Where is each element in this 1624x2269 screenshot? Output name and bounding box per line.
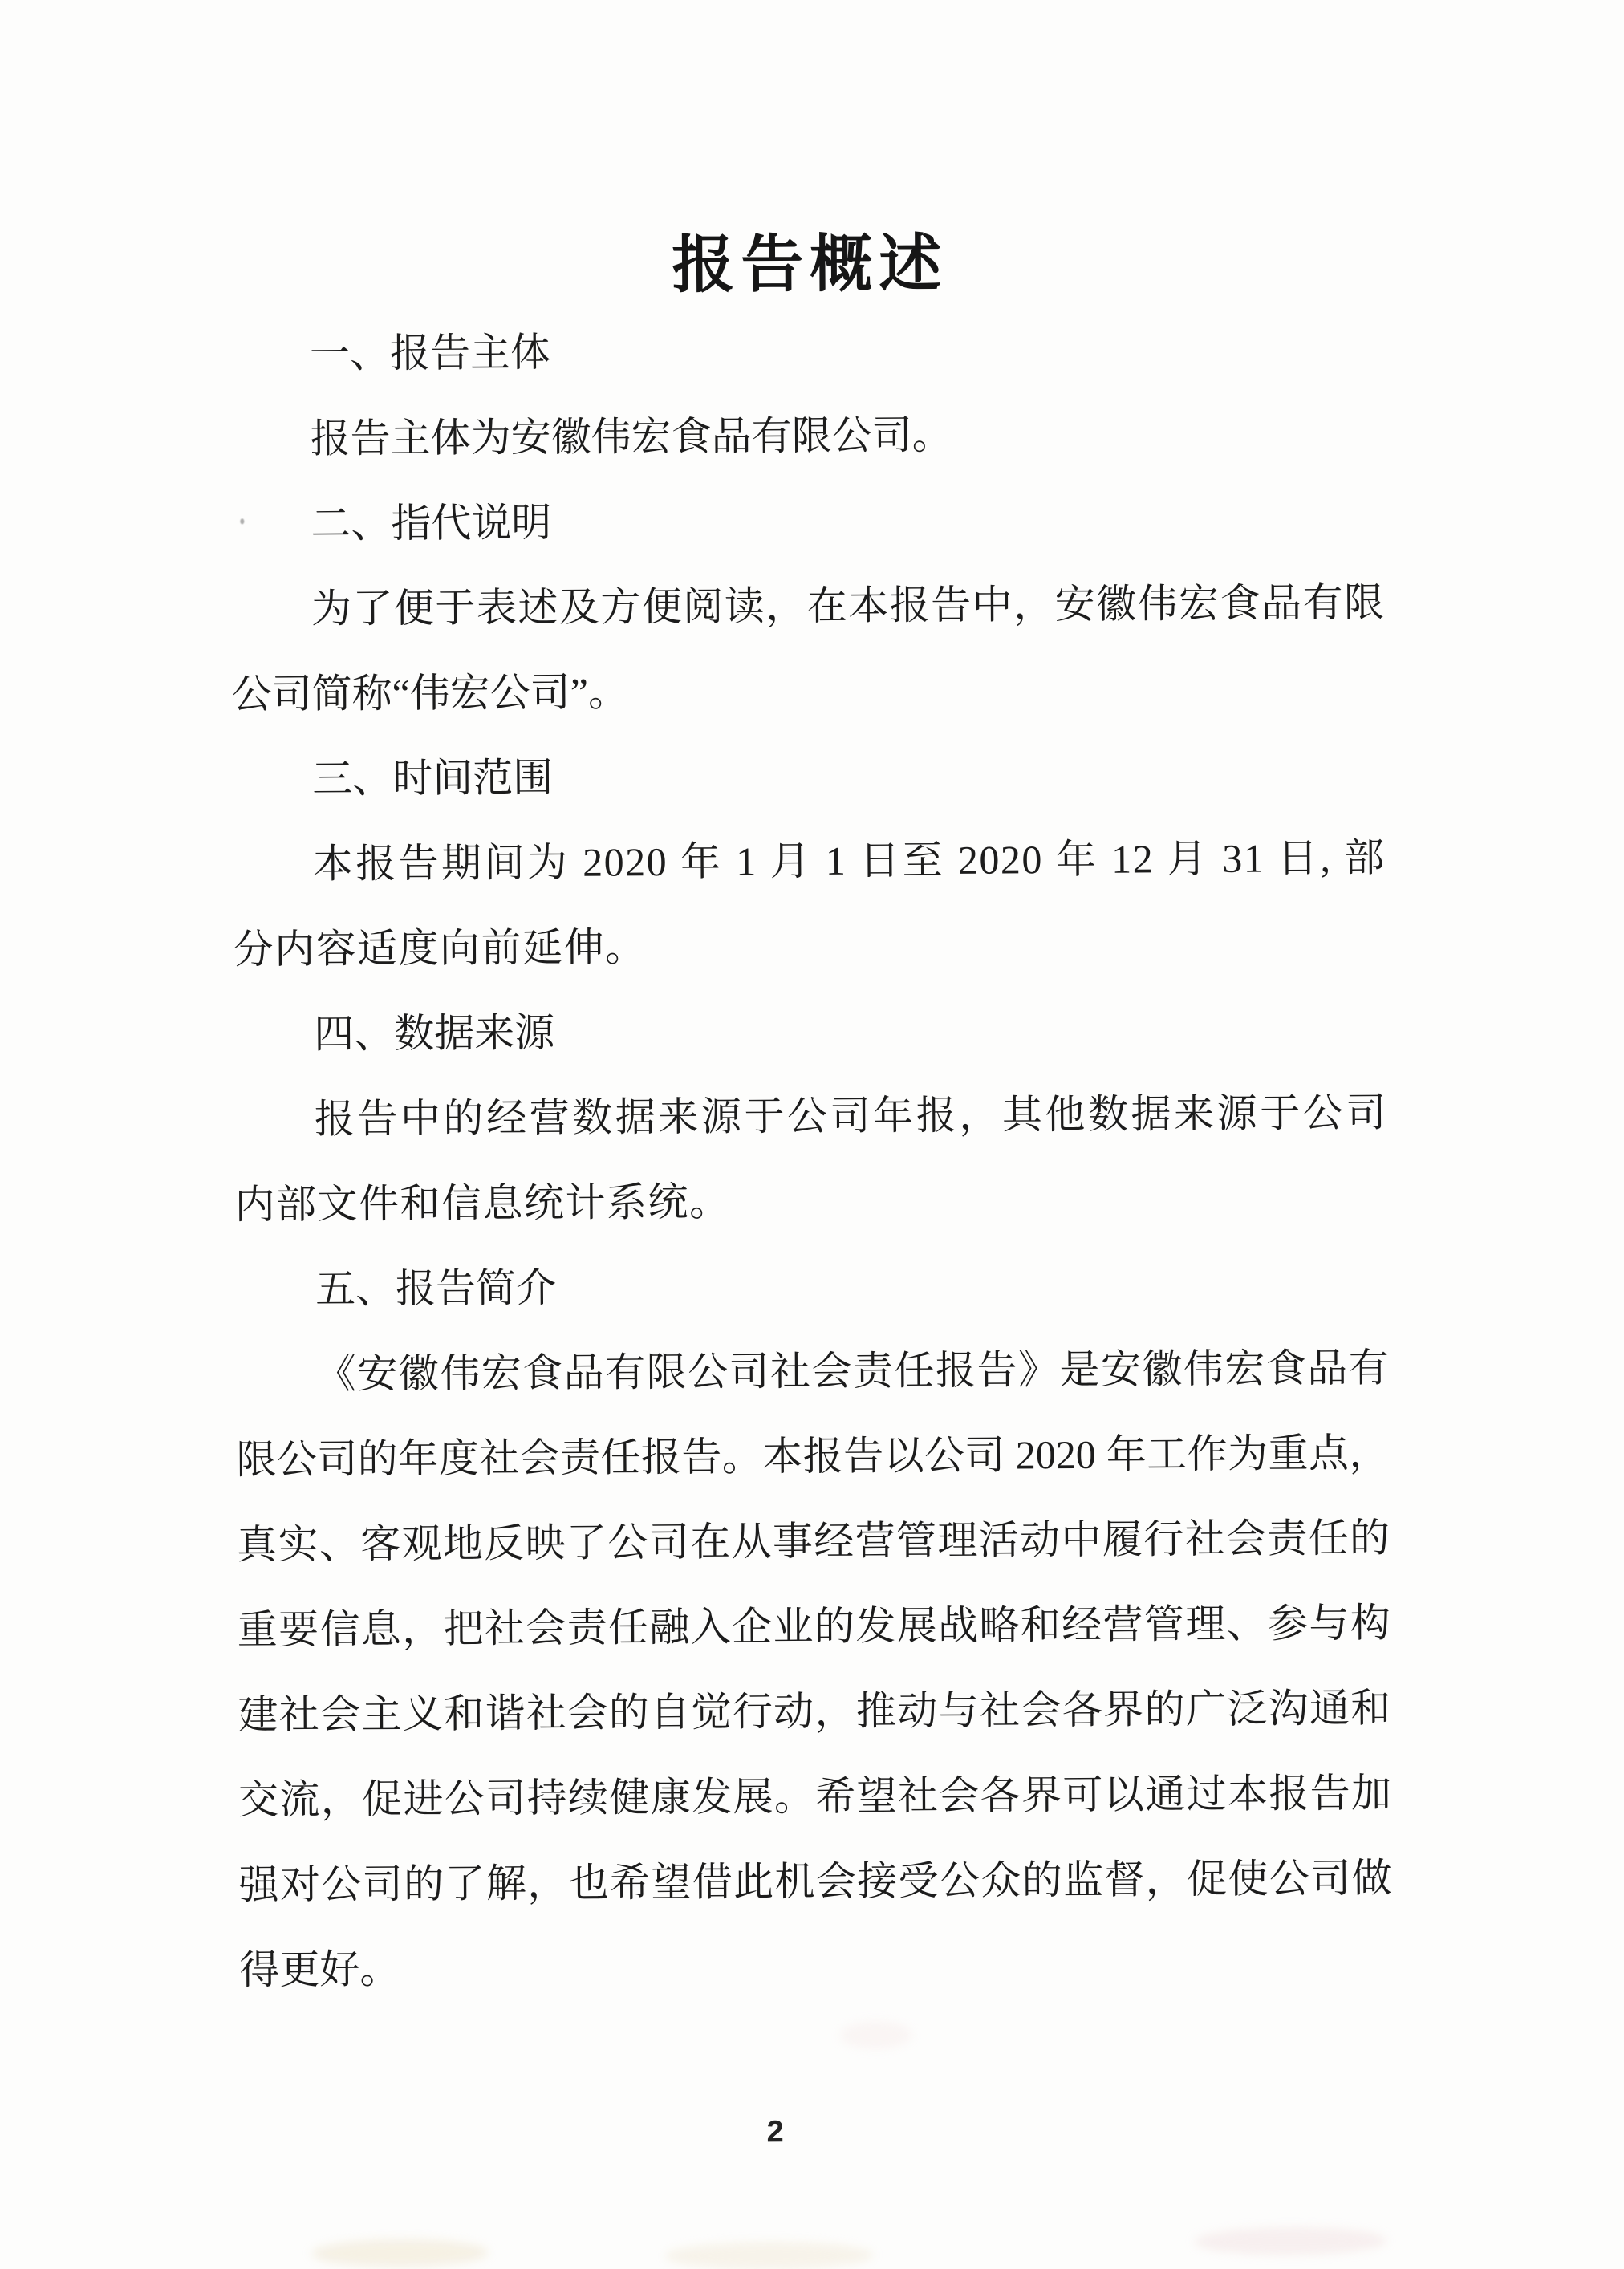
section-report-intro (235, 1240, 1393, 2013)
section-reference-note (230, 475, 1385, 737)
section-time-range (232, 730, 1386, 992)
section-heading: 五、报告简介 (315, 1264, 557, 1312)
section-report-subject (229, 305, 1383, 482)
section-heading: 四、数据来源 (314, 1009, 555, 1057)
section-paragraph: 为了便于表述及方便阅读，在本报告中，安徽伟宏食品有限公司简称“伟宏公司”。 (231, 579, 1385, 717)
page-title: 报告概述 (672, 228, 948, 301)
scan-smudge-artifact (1194, 2227, 1386, 2255)
section-heading: 二、指代说明 (311, 499, 552, 546)
scan-smudge-artifact (664, 2242, 873, 2269)
section-paragraph: 本报告期间为 2020 年 1 月 1 日至 2020 年 12 月 31 日, 部分内容适度向前延伸。 (233, 834, 1386, 972)
document-body (229, 305, 1393, 2013)
page-number: 2 (766, 2115, 784, 2149)
scan-smudge-artifact (311, 2239, 488, 2267)
section-paragraph: 报告主体为安徽伟宏食品有限公司。 (310, 412, 952, 461)
scan-smudge-artifact (840, 2021, 912, 2049)
section-paragraph: 《安徽伟宏食品有限公司社会责任报告》是安徽伟宏食品有限公司的年度社会责任报告。本报告以公司 2020 年工作为重点，真实、客观地反映了公司在从事经营管理活动中履行社会责任的重要信息，把社会责任融入企业的发展战略和经营管理、参与构建社会主义和谐社会的自觉行动，推动与社会各界的广泛沟通和交流，促进公司持续健康发展。希望社会各界可以通过本报告加强对公司的了解，也希望借此机会接受公众的监督，促使公司做得更好。 (236, 1345, 1392, 1993)
scan-speck-artifact (240, 518, 244, 524)
section-heading: 一、报告主体 (309, 329, 551, 376)
section-paragraph: 报告中的经营数据来源于公司年报，其他数据来源于公司内部文件和信息统计系统。 (234, 1090, 1388, 1228)
section-heading: 三、时间范围 (312, 754, 554, 802)
section-data-source (233, 985, 1388, 1248)
